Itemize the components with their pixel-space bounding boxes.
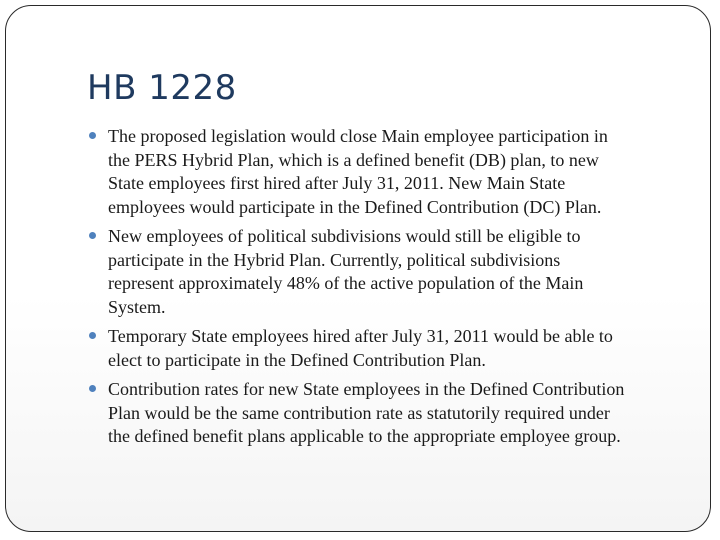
bullet-dot-icon <box>89 132 96 139</box>
bullet-text-line: elect to participate in the Defined Contribution Plan. <box>108 349 486 370</box>
bullet-dot-icon <box>89 385 96 392</box>
bullet-item <box>88 225 693 319</box>
bullet-text-line: System. <box>108 296 166 317</box>
bullet-text-line: employees would participate in the Defined Contribution (DC) Plan. <box>108 196 602 217</box>
bullet-text-line: State employees first hired after July 31, 2011. New Main State <box>108 173 566 193</box>
bullet-dot-icon <box>89 232 96 239</box>
bullet-dot-icon <box>89 332 96 339</box>
bullet-text-line: The proposed legislation would close Main employee participation in <box>108 126 608 146</box>
bullet-text-line: participate in the Hybrid Plan. Currently, political subdivisions <box>108 249 561 270</box>
bullet-item <box>88 325 693 372</box>
bullet-item <box>88 378 693 449</box>
bullet-text-line: New employees of political subdivisions would still be eligible to <box>108 226 581 246</box>
slide-frame <box>5 5 711 532</box>
bullet-text-line: Contribution rates for new State employees in the Defined Contribution <box>108 379 625 399</box>
bullet-text-line: the PERS Hybrid Plan, which is a defined benefit (DB) plan, to new <box>108 149 599 170</box>
bullet-text-line: the defined benefit plans applicable to the appropriate employee group. <box>108 426 621 446</box>
bullet-item <box>88 125 693 219</box>
bullet-text-line: Plan would be the same contribution rate as statutorily required under <box>108 402 610 423</box>
slide-title: HB 1228 <box>87 68 237 108</box>
bullet-text-line: represent approximately 48% of the active population of the Main <box>108 273 584 293</box>
bullet-text-line: Temporary State employees hired after July 31, 2011 would be able to <box>108 326 613 346</box>
bullet-list <box>88 125 693 455</box>
